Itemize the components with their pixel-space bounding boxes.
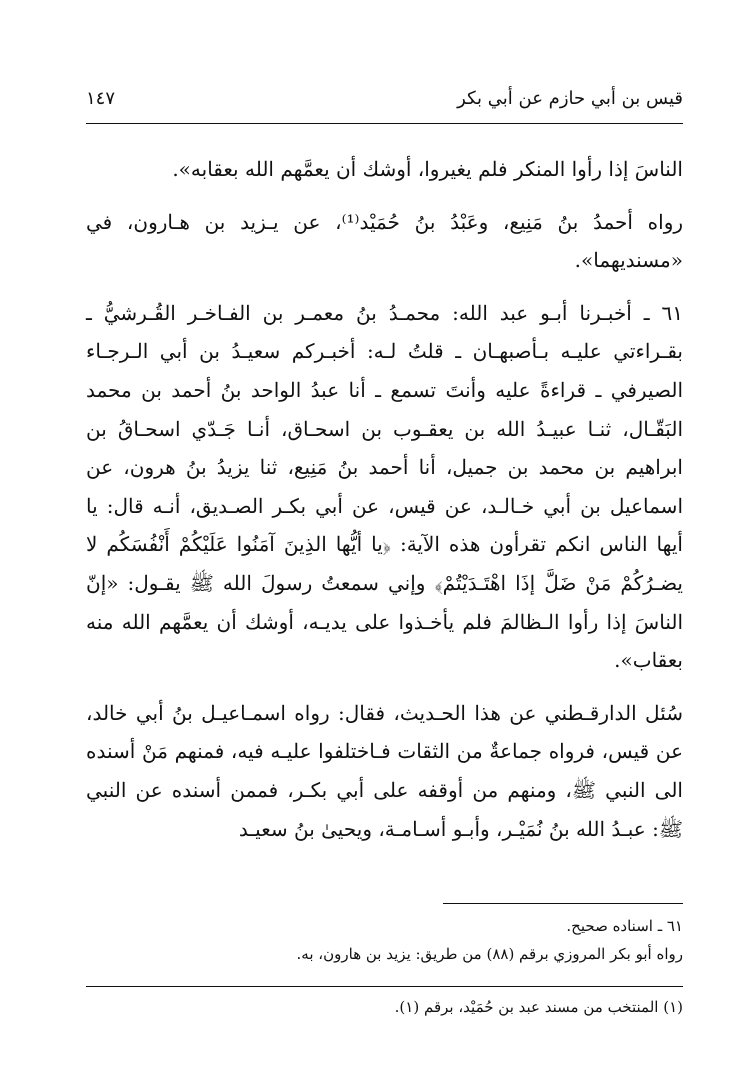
main-text: [86, 150, 683, 848]
page-number: ١٤٧: [86, 88, 116, 109]
footnote-1: (١) المنتخب من مسند عبد بن حُمَيْد، برقم (١).: [394, 998, 683, 1016]
paragraph-continuation: الناسَ إذا رأوا المنكر فلم يغيروا، أوشك أن يعمَّهم الله بعقابه».: [172, 157, 683, 181]
footnote-divider: [443, 903, 683, 904]
paragraph-hadith-61: ٦١ ـ أخبـرنا أبـو عبد الله: محمـدُ بنُ معمـر بن الفـاخـر القُـرشيُّ ـ بقـراءتي عليـه بـأصبهـان ـ قلتُ لـه: أخبـركم سعيـدُ بن أبي الـرجـاء الصيرفي ـ قراءةً عليه وأنتَ تسمع ـ أنا عبدُ الواحد بنُ أحمد بن محمد البَقّـال، ثنـا عبيـدُ الله بن يعقـوب بن اسحـاق، أنـا جَـدّي اسحـاقُ بن ابراهيم بن محمد بن جميل، أنا أحمد بنُ مَنِيع، ثنا يزيدُ بنُ هرون، عن اسماعيل بن أبي خـالـد، عن قيس، عن أبي بكـر الصـديق، أنـه قال: يا أيها الناس انكم تقرأون هذه الآية: ﴿يا أيُّها الذِينَ آمَنُوا عَلَيْكُمْ أَنْفُسَكُم لا يضـرُكُمْ مَنْ ضَلَّ إذَا اهْتَـدَيْتُمْ﴾ وإني سمعتُ رسولَ الله ﷺ يقـول: «إنّ الناسَ إذا رأوا الـظالمَ فلم يأخـذوا على يديـه، أوشك أن يعمَّهم الله منه بعقاب».: [86, 300, 683, 673]
paragraph-narration-note: رواه أحمدُ بنُ مَنِيع، وعَبْدُ بنُ حُمَيْد⁽¹⁾، عن يـزيد بن هـارون، في «مسنديهما».: [86, 209, 684, 273]
footnote-61-grade: ٦١ ـ اسناده صحيح.: [566, 917, 683, 935]
running-title: قيس بن أبي حازم عن أبي بكر: [457, 88, 683, 109]
paragraph-daraqutni: سُئل الدارقـطني عن هذا الحـديث، فقال: رواه اسمـاعيـل بنُ أبي خالد، عن قيس، فرواه جماعةٌ من الثقات فـاختلفوا عليـه فيه، فمنهم مَنْ أسنده الى النبي ﷺ، ومنهم من أوقفه على أبي بكـر، فممن أسنده عن النبي ﷺ: عبـدُ الله بنُ نُمَيْـر، وأبـو أسـامـة، ويحيىٰ بنُ سعيـد: [86, 700, 684, 841]
page-header: [86, 88, 683, 109]
footnotes: [86, 912, 683, 968]
footnote-61-source: رواه أبو بكر المروزي برقم (٨٨) من طريق: يزيد بن هارون، به.: [296, 945, 683, 963]
footnote-separator: [86, 986, 683, 987]
header-divider: [86, 123, 683, 124]
